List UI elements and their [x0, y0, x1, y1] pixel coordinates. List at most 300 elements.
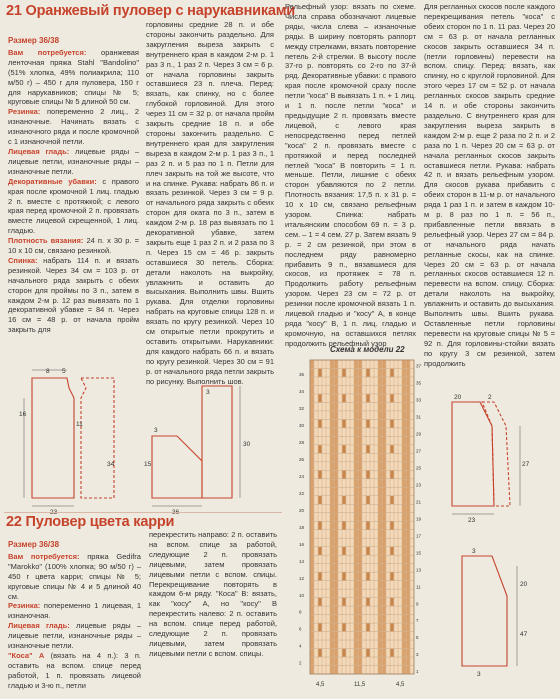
scheme-cell [318, 623, 321, 631]
scheme-cell [406, 369, 409, 377]
scheme-cell [330, 437, 333, 445]
section-text: лицевые ряды – лицевые петли, изнаночные ряды – изнаночные петли. [8, 146, 139, 176]
scheme-cell [358, 369, 361, 377]
scheme-cell [330, 606, 333, 614]
scheme-cell [330, 496, 333, 504]
scheme-cell [310, 454, 313, 462]
scheme-cell [366, 394, 369, 402]
scheme-cell [382, 666, 385, 674]
scheme-cell [358, 386, 361, 394]
scheme-cell [382, 479, 385, 487]
dim-label: 15 [144, 461, 152, 468]
scheme-cell [334, 369, 337, 377]
scheme-cell [330, 369, 333, 377]
dim-label: 27 [522, 461, 530, 468]
scheme-cell [378, 539, 381, 547]
scheme-cell [358, 394, 361, 402]
article-21-column-3: Рельефный узор: вязать по схеме. Числа справа обозначают лицевые ряды, числа слева – изнаночные ряды. В ширину повторять раппорт между стрелками, вязать повторение петель 2-й стрелки. В высоту после 37-го р. повторять со 2-го по 37-й ряд. Декоративные убавки: с правого края после кромочной сразу после петли "коса" В вывязать 1 п. + 1 лиц. и 1 п. после петли "коса" и предыдущие 2 п. провязать вместе лицевой, с левого края непосредственно перед петлей "коса" 2 п. провязать вместе с протяжкой и перед последней петлей "коса" В повторить = 1 п. меньше. Петли, лишние с обеих сторон убавляются по 2 петли. Плотность вязания: 17,5 п. х 31 р. = 10 х 10 см, связано рельефным узором. Спинка: набрать итальянским способом 69 п. = 3 р. сем. – 1 = 4 сем. 27 р. Затем вязать 9 р. = 2 см резинкой, при этом в последнем ряду равномерно прибавить 9 п., вязавшиеся для скосов, из протяжек = 78 п. Продолжить работу рельефным узором. Через 23 см = 72 р. от резинки после кромочной вязать 1 п. лицевой гладью и "косу" А, в конце ряда "косу" В, 1 п. лиц. гладью и кромочную, на оставшихся петлях продолжить рельефный узор [285, 2, 416, 348]
scheme-cell [382, 488, 385, 496]
scheme-cell [406, 403, 409, 411]
scheme-cell [358, 513, 361, 521]
dim-label: 2 [488, 394, 492, 401]
scheme-cell [406, 632, 409, 640]
section-label: Спинка: [8, 255, 38, 265]
dim-label: 3 [477, 671, 481, 678]
scheme-cell [402, 666, 405, 674]
dim-label: 3 [154, 427, 158, 434]
scheme-row-number: 18 [299, 524, 305, 530]
dim-label: 30 [243, 441, 251, 448]
scheme-cell [310, 428, 313, 436]
scheme-cell [330, 471, 333, 479]
scheme-row-number: 29 [416, 431, 422, 437]
scheme-row-number: 37 [416, 363, 422, 369]
scheme-cell [330, 615, 333, 623]
section-text: лицевые ряды – лицевые петли, изнаночные ряды – изнаночные петли. [8, 621, 141, 651]
scheme-row-number: 3 [416, 652, 419, 658]
scheme-cell [310, 420, 313, 428]
instruction-paragraph [8, 651, 141, 691]
scheme-cell [378, 522, 381, 530]
scheme-cell [330, 632, 333, 640]
scheme-cell [334, 394, 337, 402]
scheme-cell [402, 386, 405, 394]
scheme-cell [310, 513, 313, 521]
instruction-paragraph [8, 621, 141, 651]
instruction-paragraph [8, 107, 139, 147]
scheme-cell [358, 471, 361, 479]
scheme-cell [334, 572, 337, 580]
section-label: Лицевая гладь: [8, 621, 70, 631]
front-pattern-outline [81, 378, 114, 498]
scheme-cell [382, 555, 385, 563]
scheme-cell [310, 572, 313, 580]
scheme-cell [378, 547, 381, 555]
scheme-cell [310, 649, 313, 657]
scheme-cell [378, 488, 381, 496]
scheme-cell [406, 606, 409, 614]
scheme-cell [354, 488, 357, 496]
scheme-cell [382, 386, 385, 394]
scheme-cell [358, 403, 361, 411]
scheme-cell [354, 615, 357, 623]
scheme-cell [402, 454, 405, 462]
scheme-cell [330, 479, 333, 487]
scheme-cell [354, 428, 357, 436]
scheme-cell [402, 572, 405, 580]
scheme-cell [358, 555, 361, 563]
scheme-cell [402, 581, 405, 589]
scheme-cell [378, 445, 381, 453]
size-label: Размер 36/38 [8, 540, 60, 549]
scheme-cell [366, 420, 369, 428]
scheme-row-number: 16 [299, 541, 305, 547]
scheme-cell [334, 606, 337, 614]
scheme-cell [406, 479, 409, 487]
scheme-cell [318, 547, 321, 555]
scheme-cell [358, 547, 361, 555]
scheme-cell [334, 649, 337, 657]
scheme-cell [390, 394, 393, 402]
scheme-cell [310, 657, 313, 665]
scheme-cell [354, 564, 357, 572]
scheme-cell [354, 539, 357, 547]
scheme-cell [318, 572, 321, 580]
scheme-row-number: 31 [416, 414, 422, 420]
scheme-row-number: 9 [416, 601, 419, 607]
scheme-cell [354, 505, 357, 513]
scheme-cell [354, 589, 357, 597]
section-label: Плотность вязания: [8, 236, 84, 246]
scheme-row-number: 36 [299, 372, 305, 378]
scheme-cell [358, 360, 361, 368]
scheme-cell [354, 462, 357, 470]
scheme-cell [354, 513, 357, 521]
raglan-body-outline [452, 402, 494, 506]
scheme-cell [382, 640, 385, 648]
scheme-cell [402, 471, 405, 479]
instruction-paragraph [8, 256, 139, 335]
scheme-row-number: 14 [299, 558, 305, 564]
scheme-cell [310, 547, 313, 555]
scheme-row-number: 19 [416, 516, 422, 522]
scheme-cell [334, 386, 337, 394]
scheme-cell [334, 488, 337, 496]
scheme-cell [342, 369, 345, 377]
scheme-cell [334, 555, 337, 563]
scheme-cell [366, 522, 369, 530]
scheme-cell [378, 649, 381, 657]
scheme-cell [354, 377, 357, 385]
scheme-cell [334, 420, 337, 428]
dim-label: 8 [46, 368, 50, 375]
scheme-cell [382, 505, 385, 513]
scheme-cell [406, 623, 409, 631]
scheme-cell [330, 640, 333, 648]
scheme-cell [330, 394, 333, 402]
scheme-cell [358, 496, 361, 504]
scheme-cell [406, 420, 409, 428]
article-22-column-1 [8, 540, 141, 698]
scheme-cell [310, 377, 313, 385]
scheme-cell [354, 640, 357, 648]
scheme-cell [334, 666, 337, 674]
scheme-cell [354, 360, 357, 368]
scheme-row-number: 34 [299, 389, 305, 395]
scheme-cell [382, 420, 385, 428]
scheme-cell [402, 377, 405, 385]
scheme-cell [378, 505, 381, 513]
scheme-row-number: 20 [299, 507, 305, 513]
scheme-cell [354, 411, 357, 419]
scheme-cell [382, 589, 385, 597]
scheme-cell [402, 539, 405, 547]
scheme-cell [382, 632, 385, 640]
scheme-cell [406, 411, 409, 419]
scheme-cell [378, 606, 381, 614]
scheme-cell [358, 640, 361, 648]
scheme-cell [318, 445, 321, 453]
scheme-cell [354, 632, 357, 640]
scheme-cell [310, 471, 313, 479]
scheme-cell [330, 513, 333, 521]
scheme-cell [382, 445, 385, 453]
scheme-cell [342, 445, 345, 453]
scheme-cell [310, 666, 313, 674]
scheme-cell [334, 615, 337, 623]
scheme-cell [406, 360, 409, 368]
section-text: набрать 114 п. и вязать резинкой. Через 34 см = 103 р. от начального ряда закрыть с обеих сторон для проймы по 3 п., затем в каждом 2-м р. 12 раз вывязать по 1 декоративной убавке = 84 п. Через 16 см = 48 р. от начала пройм закрыть для [8, 255, 139, 335]
scheme-cell [406, 462, 409, 470]
scheme-cell [406, 505, 409, 513]
scheme-cell [354, 403, 357, 411]
scheme-cell [354, 471, 357, 479]
scheme-cell [310, 640, 313, 648]
scheme-cell [378, 623, 381, 631]
scheme-cell [378, 581, 381, 589]
scheme-cell [334, 522, 337, 530]
scheme-cell [354, 394, 357, 402]
scheme-cell [378, 462, 381, 470]
scheme-row-number: 5 [416, 635, 419, 641]
section-label: Лицевая гладь: [8, 146, 70, 156]
instruction-paragraph [8, 552, 141, 602]
scheme-cell [310, 539, 313, 547]
dim-label: 5 [62, 368, 66, 375]
scheme-cell [334, 411, 337, 419]
scheme-cell [382, 598, 385, 606]
scheme-cell [378, 598, 381, 606]
section-text: попеременно 1 лицевая, 1 изнаночная. [8, 601, 141, 621]
scheme-bottom-label: 4,5 [316, 682, 325, 688]
dim-label: 20 [520, 581, 528, 588]
scheme-cell [354, 369, 357, 377]
section-text: 24 п. х 30 р. = 10 х 10 см, связано резинкой. [8, 236, 139, 256]
scheme-cell [406, 666, 409, 674]
scheme-cell [354, 496, 357, 504]
scheme-cell [354, 657, 357, 665]
section-label: Вам потребуется: [8, 551, 80, 561]
scheme-cell [406, 513, 409, 521]
scheme-cell [330, 360, 333, 368]
scheme-cell [402, 505, 405, 513]
scheme-cell [354, 649, 357, 657]
scheme-cell [330, 539, 333, 547]
section-text: пряжа Gedifra "Marokko" (100% хлопка; 90 м/50 г) – 450 г цвета карри; спицы № 5; круговые спицы № 4 и 5 длиной 40 см. [8, 551, 141, 601]
raglan-front-outline [482, 402, 510, 506]
scheme-cell [334, 640, 337, 648]
scheme-cell [378, 589, 381, 597]
scheme-cell [402, 428, 405, 436]
scheme-cell [406, 581, 409, 589]
scheme-cell [406, 471, 409, 479]
scheme-cell [342, 649, 345, 657]
scheme-cell [330, 445, 333, 453]
scheme-cell [406, 530, 409, 538]
scheme-cell [378, 403, 381, 411]
scheme-cell [382, 437, 385, 445]
scheme-cell [358, 649, 361, 657]
article-21-column-4: Для регланных скосов после каждого перекрещивания петель "коса" с обеих сторон по 1 п. 11 раз. Через 20 см = 63 р. от начала регланных скосов закрыть оставшиеся 34 п. (петли горловины) перевести на вспом. спицу. Перед: вязать, как спинку, но с круглой горловиной. Для этого через 17 см = 52 р. от начала регланных скосов закрыть средние 14 п. и обе стороны закончить раздельно. С внутреннего края для закругления выреза закрыть в каждом 2-м р. еще 2 раза по 2 п. и 2 раза по 1 п. Через 20 см = 63 р. от начала регланных скосов закрыть оставшиеся петли. Рукава: набрать 42 п. и вязать рельефным узором. Для скосов рукава прибавить с обеих сторон в 11-м р. от начального ряда 1 раз 1 п. и затем в каждом 10-м р. 8 раз по 1 п. = 56 п., прибавленные петли ввязать в рельефный узор. Через 27 см = 84 р. от начального ряда начать регланные скосы, как на спинке. Через 20 см = 63 р. от начала регланных скосов оставшиеся 12 п. перевести на вспом. спицу. Сборка: детали наколоть на выкройку, увлажнить и оставить до высыхания. Выполнить швы. Вшить рукава. Оставленные петли горловины перевести на круговые спицы № 5 = 92 п. Для горловины-стойки вязать по кругу 3 см резинкой, затем продолжить [424, 2, 555, 368]
scheme-cell [358, 598, 361, 606]
scheme-cell [354, 522, 357, 530]
scheme-cell [358, 437, 361, 445]
scheme-cell [378, 471, 381, 479]
dim-label: 23 [468, 517, 476, 524]
scheme-cell [334, 445, 337, 453]
scheme-cell [310, 581, 313, 589]
scheme-cell [334, 428, 337, 436]
scheme-cell [406, 547, 409, 555]
scheme-cell [310, 564, 313, 572]
scheme-cell [354, 437, 357, 445]
scheme-cell [310, 445, 313, 453]
scheme-cell [402, 632, 405, 640]
scheme-cell [378, 479, 381, 487]
scheme-cell [358, 632, 361, 640]
scheme-cell [402, 437, 405, 445]
scheme-cell [382, 360, 385, 368]
scheme-cell [318, 420, 321, 428]
scheme-cell [358, 615, 361, 623]
dim-label: 3 [206, 389, 210, 396]
scheme-cell [354, 386, 357, 394]
scheme-row-number: 7 [416, 618, 419, 624]
scheme-cell [382, 539, 385, 547]
scheme-cell [406, 539, 409, 547]
scheme-cell [358, 522, 361, 530]
scheme-cell [334, 437, 337, 445]
scheme-cell [310, 394, 313, 402]
article-21-pattern-diagram [2, 366, 277, 511]
scheme-cell [310, 615, 313, 623]
sleeve-raglan-outline [462, 556, 507, 666]
scheme-cell [366, 598, 369, 606]
scheme-cell [334, 589, 337, 597]
scheme-cell [378, 369, 381, 377]
scheme-cell [406, 428, 409, 436]
scheme-cell [382, 403, 385, 411]
scheme-cell [318, 394, 321, 402]
scheme-cell [354, 572, 357, 580]
scheme-cell [366, 572, 369, 580]
section-label: "Коса" А [8, 650, 45, 660]
scheme-cell [378, 420, 381, 428]
scheme-cell [310, 522, 313, 530]
scheme-cell [402, 488, 405, 496]
scheme-cell [378, 572, 381, 580]
scheme-cell [358, 666, 361, 674]
scheme-cell [382, 564, 385, 572]
instruction-paragraph [8, 236, 139, 256]
scheme-cell [358, 606, 361, 614]
scheme-bottom-label: 4,5 [396, 682, 405, 688]
scheme-cell [334, 505, 337, 513]
scheme-row-number: 25 [416, 465, 422, 471]
scheme-cell [402, 640, 405, 648]
scheme-cell [366, 547, 369, 555]
scheme-cell [334, 377, 337, 385]
scheme-cell [406, 377, 409, 385]
scheme-cell [342, 623, 345, 631]
dim-label: 16 [19, 411, 27, 418]
scheme-cell [406, 488, 409, 496]
instruction-paragraph [8, 48, 139, 107]
scheme-cell [390, 572, 393, 580]
instruction-paragraph [8, 601, 141, 621]
scheme-cell [318, 369, 321, 377]
scheme-cell [354, 530, 357, 538]
scheme-cell [390, 369, 393, 377]
scheme-cell [390, 598, 393, 606]
scheme-cell [330, 403, 333, 411]
scheme-cell [354, 666, 357, 674]
scheme-cell [382, 649, 385, 657]
scheme-cell [310, 632, 313, 640]
scheme-cell [330, 530, 333, 538]
scheme-cell [382, 428, 385, 436]
scheme-cell [390, 547, 393, 555]
scheme-cell [330, 598, 333, 606]
scheme-cell [342, 394, 345, 402]
scheme-cell [358, 589, 361, 597]
section-label: Резинка: [8, 601, 41, 611]
scheme-cell [310, 530, 313, 538]
scheme-cell [406, 522, 409, 530]
scheme-cell [310, 598, 313, 606]
scheme-cell [330, 420, 333, 428]
scheme-cell [318, 496, 321, 504]
scheme-cell [366, 445, 369, 453]
scheme-cell [406, 572, 409, 580]
scheme-row-number: 33 [416, 397, 422, 403]
scheme-cell [406, 657, 409, 665]
scheme-cell [310, 606, 313, 614]
scheme-cell [382, 369, 385, 377]
scheme-cell [358, 488, 361, 496]
scheme-cell [354, 445, 357, 453]
scheme-cell [330, 572, 333, 580]
scheme-cell [310, 360, 313, 368]
scheme-cell [382, 572, 385, 580]
scheme-cell [378, 555, 381, 563]
scheme-cell [406, 437, 409, 445]
scheme-cell [334, 496, 337, 504]
scheme-row-number: 30 [299, 423, 305, 429]
scheme-cell [402, 522, 405, 530]
scheme-cell [406, 394, 409, 402]
scheme-row-number: 12 [299, 575, 305, 581]
scheme-cell [334, 454, 337, 462]
scheme-cell [310, 462, 313, 470]
scheme-cell [354, 598, 357, 606]
scheme-cell [378, 564, 381, 572]
scheme-cell [334, 462, 337, 470]
scheme-cell [330, 386, 333, 394]
scheme-cell [354, 479, 357, 487]
scheme-cell [402, 606, 405, 614]
scheme-cell [342, 572, 345, 580]
scheme-cell [406, 445, 409, 453]
scheme-cell [318, 471, 321, 479]
scheme-cell [330, 462, 333, 470]
scheme-row-number: 6 [299, 626, 302, 632]
scheme-cell [330, 666, 333, 674]
scheme-cell [378, 437, 381, 445]
scheme-cell [310, 403, 313, 411]
scheme-cell [406, 454, 409, 462]
scheme-cell [342, 496, 345, 504]
